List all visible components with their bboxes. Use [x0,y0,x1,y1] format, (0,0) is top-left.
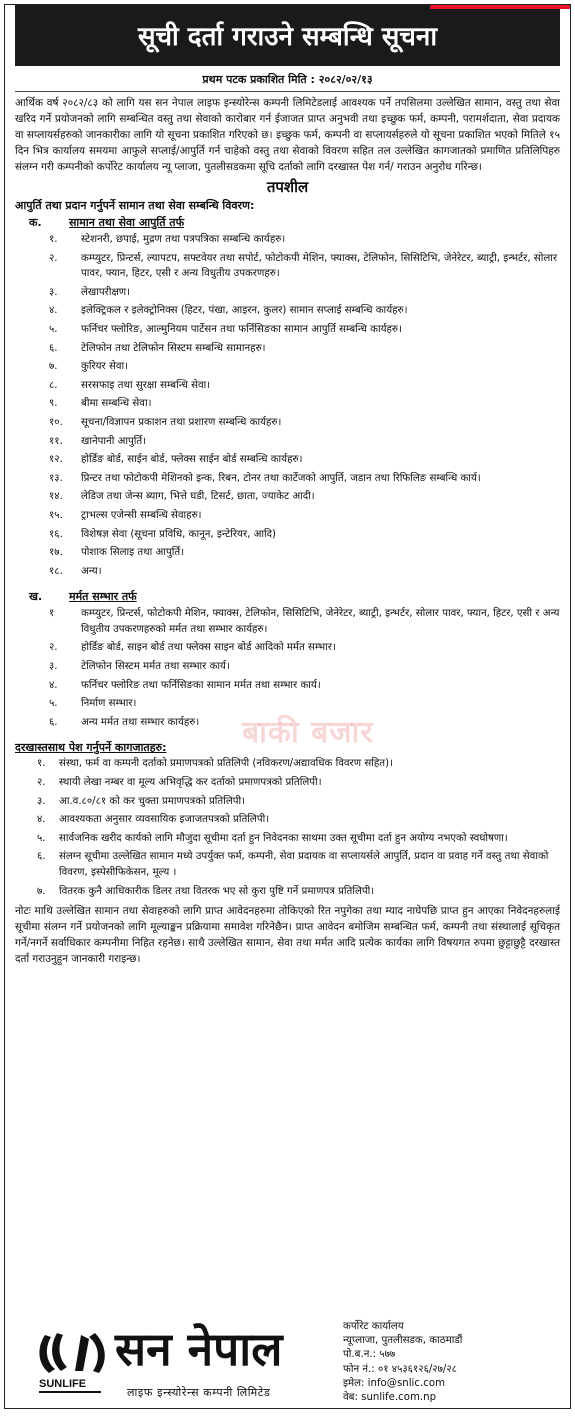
section-a-item [15,232,560,248]
contact-office: कर्पोरेट कार्यालय [343,1321,404,1332]
section-b-item-text: निर्माण सम्भार। [81,698,137,710]
footer [15,1321,560,1405]
section-b-item-text: कम्प्युटर, प्रिन्टर्स, फोटोकपी मेशिन, फ्याक्स, टेलिफोन, सिसिटिभि, जेनेरेटर, ब्याट्री, इन्भर्टर, सोलार पावर, फ्यान, हिटर, एसी र अन्य विधुतीय उपकरणहरुको मर्मत तथा सम्भार कार्यहरु। [81,608,560,635]
section-a-item-text: विशेषज्ञ सेवा (सूचना प्रविधि, कानून, इन्टेरियर, आदि) [81,528,277,540]
document-item [15,812,560,828]
document-item-text: संस्था, फर्म वा कम्पनी दर्ताको प्रमाणपत्रको प्रतिलिपी (नविकरण/अद्यावधिक विवरण सहित)। [59,758,393,770]
details-subheading: आपुर्ति तथा प्रदान गर्नुपर्ने सामान तथा सेवा सम्बन्धि विवरण: [15,199,255,212]
section-a-item [15,564,560,580]
contact-web[interactable]: वेब: sunlife.com.np [343,1392,437,1404]
red-corner-tab [430,5,570,9]
sunlife-logo-icon [39,1333,104,1373]
section-a-item-number: १२. [49,454,63,466]
document-item-text: स्थायी लेखा नम्बर वा मूल्य अभिवृद्धि कर दर्ताको प्रमाणपत्रको प्रतिलिपी। [59,777,322,789]
section-a-item-number: १६. [49,528,63,540]
notice-page [4,4,571,1409]
document-item-number: ६. [37,851,46,863]
section-b-item-text: फर्निचर फ्लोरिङ तथा फर्निसिङका सामान मर्मत तथा सम्भार कार्य। [81,679,321,691]
section-a-item [15,285,560,301]
document-item-number: ७. [37,885,46,897]
section-a-item-number: १४. [49,491,63,503]
section-a-item [15,508,560,524]
publication-date-value: २०८२/०२/१३ [318,73,373,86]
section-a-item-number: ३. [49,286,58,298]
section-a-title: सामान तथा सेवा आपुर्ति तर्फ [69,216,185,229]
document-item-text: संलग्न सूचीमा उल्लेखित सामान मध्ये उपर्युक्त फर्म, कम्पनी, सेवा प्रदायक वा सप्लायर्सले आपुर्ति, प्रदान वा प्रवाह गर्ने वस्तु तथा सेवाको विवरण, इस्पेसीफिकेसन, मूल्य । [59,851,549,878]
section-b-list [15,606,560,730]
section-a-item-number: १०. [49,416,63,428]
document-item-text: आवश्यकता अनुसार व्यवसायिक इजाजतपत्रको प्रतिलिपी। [59,814,270,826]
document-item [15,849,560,880]
section-a-item-text: अन्य। [81,565,102,577]
section-a-item-number: ५. [49,323,58,335]
section-a-item-number: ११. [49,435,63,447]
brand-subtitle: लाइफ इन्स्योरेन्स कम्पनी लिमिटेड [127,1386,271,1399]
sunlife-logo [35,1329,109,1399]
note-paragraph: नोटः माथि उल्लेखित सामान तथा सेवाहरुको लागि प्राप्त आवेदनहरुमा तोकिएको रित नपुगेका तथा म्याद नाघेपछि प्राप्त हुन आएका निवेदनहरुलाई सूचीमा संलग्न गर्ने प्रयोजनको लागि मूल्याङ्कन प्रक्रियामा समावेश गरिनेछैन। प्राप्त आवेदन बमोजिम सम्बन्धित फर्म, कम्पनी तथा संस्थालाई सूचिकृत गर्ने/नगर्ने सर्वाधिकार कम्पनीमा निहित रहनेछ। साथै उल्लेखित सामान, सेवा तथा मर्मत आदि प्रत्येक कार्यका लागि विषयगत रुपमा छुट्टाछुट्टै दरखास्त दर्ता गराउनुहुन जानकारी गराइन्छ। [15,905,560,966]
section-a-item [15,341,560,357]
section-b-item [15,696,560,712]
document-item [15,794,560,810]
section-a-item-text: बीमा सम्बन्धि सेवा। [81,398,152,410]
document-item [15,831,560,847]
section-a-item-number: ६. [49,342,58,354]
documents-heading: दरखास्तसाथ पेश गर्नुपर्ने कागजातहरु: [15,741,167,755]
contact-block [343,1320,462,1405]
section-a-item [15,545,560,561]
section-b-item [15,678,560,694]
document-item-text: वितरक कुनै आधिकारीक डिलर तथा वितरक भए सो कुरा पुष्टि गर्ने प्रमाणपत्र प्रतिलिपी। [59,885,375,897]
section-a-item-number: ८. [49,379,58,391]
document-item-number: २. [37,777,46,789]
section-a-item-text: कम्प्युटर, प्रिन्टर्स, ल्यापटप, सफ्टवेयर तथा सपोर्ट, फोटोकपी मेशिन, फ्याक्स, टेलिफोन, सिसिटिभि, जेनेरेटर, ब्याट्री, इन्भर्टर, सोलार पावर, फ्यान, हिटर, एसी र अन्य विधुतीय उपकरणहरु। [81,252,558,280]
section-b-item-number: ४. [49,679,58,691]
section-a-list [15,232,560,579]
section-b-item-number: २. [49,642,58,654]
section-a-item-text: सूचना/विज्ञापन प्रकाशन तथा प्रशारण सम्बन्धि कार्यहरु। [81,416,282,428]
contact-address: न्यूप्लाजा, पुतलीसडक, काठमाडौं [343,1335,463,1347]
section-b-item-number: ६. [49,716,58,728]
section-a-item [15,471,560,487]
section-a-item [15,527,560,543]
publication-label: प्रथम पटक प्रकाशित मिति : [202,73,315,86]
document-item-number: १. [37,758,46,770]
notice-title: सूची दर्ता गराउने सम्बन्धि सूचना [15,5,560,66]
publication-date [15,66,560,92]
section-a-letter: क. [29,216,42,229]
section-a-item-number: २. [49,252,58,264]
document-item [15,884,560,900]
section-a-item-text: स्टेशनरी, छपाई, मुद्रण तथा पत्रपत्रिका सम्बन्धि कार्यहरु। [81,234,286,245]
section-a-item-number: ४. [49,305,58,317]
section-a-item-number: १५. [49,509,63,521]
section-a-item-text: कुरियर सेवा। [81,361,128,373]
section-b-title: मर्मत सम्भार तर्फ [69,590,137,604]
section-a-item [15,452,560,468]
section-a-item-number: १७. [49,547,63,559]
section-a-item-text: खानेपानी आपुर्ति। [81,435,147,447]
section-a-item-number: ७. [49,361,58,373]
section-b-item [15,640,560,656]
intro-paragraph: आर्थिक वर्ष २०८२/८३ को लागि यस सन नेपाल लाइफ इन्स्योरेन्स कम्पनी लिमिटेडलाई आवश्यक पर्ने तपसिलमा उल्लेखित सामान, वस्तु तथा सेवा खरिद गर्ने प्रयोजनको लागि सम्बन्धित वस्तु तथा सेवाको कारोबार गर्न ईजाजत प्राप्त अनुभवी तथा इच्छुक फर्म, कम्पनी, परामर्शदाता, सेवा प्रदायक वा सप्लायर्सहरुको जानकारीका लागि यो सूचना प्रकाशित गरिएको छ। इच्छुक फर्म, कम्पनी वा सप्लायर्सहरुले यो सूचना प्रकाशित भएको मितिले १५ दिन भित्र कार्यालय समयमा आफुले सप्लाई/आपुर्ति गर्न चाहेको वस्तु तथा सेवाको विवरण सहित तल उल्लेखित कागजातको प्रमाणित प्रतिलिपिहरु संलग्न गरी कम्पनीको कर्पोरेट कार्यालय न्यू प्लाजा, पुतलीसडकमा सूचि दर्ताको लागि दरखास्त पेश गर्न/ गराउन अनुरोध गरिन्छ। [15,97,560,173]
document-item [15,775,560,791]
section-b-item-text: अन्य मर्मत तथा सम्भार कार्यहरु। [81,716,200,728]
section-b-item-number: ५. [49,698,58,710]
section-a-item-text: लेडिज तथा जेन्स ब्याग, भित्ते घडी, टिसर्ट, छाता, ज्याकेट आदी। [81,491,315,503]
contact-pobox: पो.ब.न.: ५७७ [343,1349,396,1361]
section-a-item [15,359,560,375]
section-b-item [15,606,560,637]
section-b-item-number: १ [49,608,55,620]
section-a-item-text: टेलिफोन तथा टेलिफोन सिस्टम सम्बन्धि सामानहरु। [81,342,266,354]
section-a-item-text: सरसफाइ तथा सुरक्षा सम्बन्धि सेवा। [81,379,211,391]
section-a-item [15,434,560,450]
section-a-item [15,378,560,394]
section-a-item-number: ९. [49,398,58,410]
section-a-item-text: फर्निचर फ्लोरिङ, आल्मुनियम पार्टेसन तथा फर्निसिङका सामान आपुर्ति सम्बन्धि कार्यहरु। [81,323,402,335]
section-b-heading [15,589,560,604]
section-b-item-number: ३. [49,661,58,673]
section-a-item [15,322,560,338]
section-a-item-text: पोशाक सिलाइ तथा आपुर्ति। [81,547,185,559]
document-item-text: सार्वजनिक खरीद कार्यको लागि मौजुदा सूचीमा दर्ता हुन निवेदनका साथमा उक्त सूचीमा दर्ता हुन अयोग्य नभएको स्वघोषणा। [59,832,508,844]
section-a-item [15,396,560,412]
logo-label: SUNLIFE [39,1378,87,1390]
details-heading: तपशील [266,178,309,196]
documents-list [15,756,560,899]
section-b-letter: ख. [29,590,43,604]
document-item-number: ५. [37,832,46,844]
document-item [15,756,560,772]
section-a-item-text: प्रिन्टर तथा फोटोकपी मेशिनको इन्क, रिबन, टोनर तथा कार्टेजको आपुर्ति, जडान तथा रिफिलिङ सम्बन्धि कार्य। [81,472,481,484]
contact-email[interactable]: इमेल: info@snlic.com [343,1377,445,1389]
contact-phone: फोन नं.: ०१ ४५३६१२६/२७/२८ [343,1363,457,1375]
watermark: बाकी बजार [242,715,374,750]
section-a-item-number: १. [49,234,58,245]
section-b-item [15,715,560,731]
section-b-item-text: होर्डिङ बोर्ड, साइन बोर्ड तथा फ्लेक्स साइन बोर्ड आदिको मर्मत सम्भार। [81,642,336,654]
section-a-item-number: १८. [49,565,63,577]
section-a-heading [15,215,560,230]
section-a-item [15,251,560,282]
section-b-item-text: टेलिफोन सिस्टम मर्मत तथा सम्भार कार्य। [81,661,230,673]
document-item-text: आ.व.८०/८१ को कर चुक्ता प्रमाणपत्रको प्रतिलिपी। [59,795,246,807]
document-item-number: ३. [37,795,46,807]
brand-name: सन नेपाल [115,1322,283,1376]
section-a-item-text: ट्राभल्स एजेन्सी सम्बन्धि सेवाहरु। [81,509,202,521]
section-a-item [15,303,560,319]
section-a-item-text: इलेक्ट्रिकल र इलेक्ट्रोनिक्स (हिटर, पंखा, आइरन, कुलर) सामान सप्लाई सम्बन्धि कार्यहरु। [81,305,408,317]
section-a-item-number: १३. [49,472,63,484]
section-a-item [15,415,560,431]
section-a-item-text: लेखापरीक्षण। [81,286,131,298]
section-a-item-text: होर्डिङ बोर्ड, साईन बोर्ड, फ्लेक्स साईन बोर्ड सम्बन्धि कार्यहरु। [81,454,303,466]
section-b-item [15,659,560,675]
section-a-item [15,489,560,505]
document-item-number: ४. [37,814,46,826]
